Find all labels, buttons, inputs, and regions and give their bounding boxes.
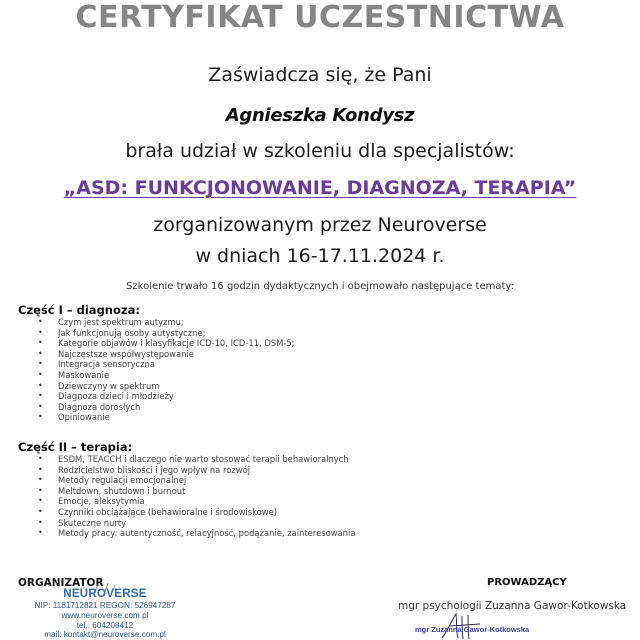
list-item: • Diagnoza dzieci i młodzieży bbox=[38, 391, 295, 402]
list-item: • Opiniowanie bbox=[38, 412, 295, 423]
list-item: • Kategorie objawów i klasyfikacje ICD-10, ICD-11, DSM-5; bbox=[38, 338, 295, 349]
list-item: • Diagnoza dorosłych bbox=[38, 402, 295, 413]
organizer-stamp bbox=[25, 588, 185, 640]
list-item: • Czynniki obciążające (behawioralne i środowiskowe) bbox=[38, 507, 355, 518]
topic-list-therapy bbox=[38, 454, 355, 539]
list-item: • Metody regulacji emocjonalnej bbox=[38, 475, 355, 486]
list-item: • Maskowanie bbox=[38, 370, 295, 381]
list-item: • Emocje, aleksytymia bbox=[38, 496, 355, 507]
organizer-heading: ORGANIZATOR bbox=[18, 577, 104, 589]
list-item: • Rodzicielstwo bliskości i jego wpływ na rozwój bbox=[38, 465, 355, 476]
list-item: • Najczęstsze współwystępowanie bbox=[38, 349, 295, 360]
list-item: • Meltdown, shutdown i burnout bbox=[38, 486, 355, 497]
list-item: • Dziewczyny w spektrum bbox=[38, 381, 295, 392]
certificate-title: CERTYFIKAT UCZESTNICTWA bbox=[75, 0, 565, 35]
stamp-mail: mail: kontakt@neuroverse.com.pl bbox=[44, 630, 166, 640]
stamp-website: www.neuroverse.com.pl bbox=[61, 610, 149, 620]
stamp-ids: NIP: 1181712821 REGON: 526947287 bbox=[34, 601, 176, 610]
section-heading-diagnosis: Część I – diagnoza: bbox=[18, 303, 140, 317]
signature-stamp: mgr Zuzanna Gawor-Kotkowska bbox=[415, 625, 530, 634]
section-heading-therapy: Część II – terapia: bbox=[18, 440, 133, 454]
participation-line: brała udział w szkoleniu dla specjalistów: bbox=[125, 140, 515, 162]
list-item: • Integracja sensoryczna bbox=[38, 359, 295, 370]
stamp-brand: NEUROVERSE bbox=[63, 588, 147, 600]
list-item: • Jak funkcjonują osoby autystyczne; bbox=[38, 328, 295, 339]
instructor-name: mgr psychologii Zuzanna Gawor-Kotkowska bbox=[398, 600, 627, 612]
list-item: • Czym jest spektrum autyzmu; bbox=[38, 317, 295, 328]
list-item: • Metody pracy: autentyczność, relacyjność, podążanie, zainteresowania bbox=[38, 528, 355, 539]
participant-name: Agnieszka Kondysz bbox=[225, 105, 415, 126]
stamp-phone: tel.: 604208412 bbox=[76, 620, 134, 630]
organizer-line: zorganizowanym przez Neuroverse bbox=[153, 214, 487, 236]
list-item: • ESDM, TEACCH i dlaczego nie warto stosować terapii behawioralnych bbox=[38, 454, 355, 465]
instructor-heading: PROWADZĄCY bbox=[487, 577, 567, 588]
date-line: w dniach 16-17.11.2024 r. bbox=[195, 245, 445, 267]
training-intro: Szkolenie trwało 16 godzin dydaktycznych i obejmowało następujące tematy: bbox=[126, 281, 514, 292]
topic-list-diagnosis bbox=[38, 317, 295, 423]
list-item: • Skuteczne nurty bbox=[38, 518, 355, 529]
course-title: „ASD: FUNKCJONOWANIE, DIAGNOZA, TERAPIA” bbox=[63, 177, 577, 199]
attest-line: Zaświadcza się, że Pani bbox=[208, 64, 432, 86]
